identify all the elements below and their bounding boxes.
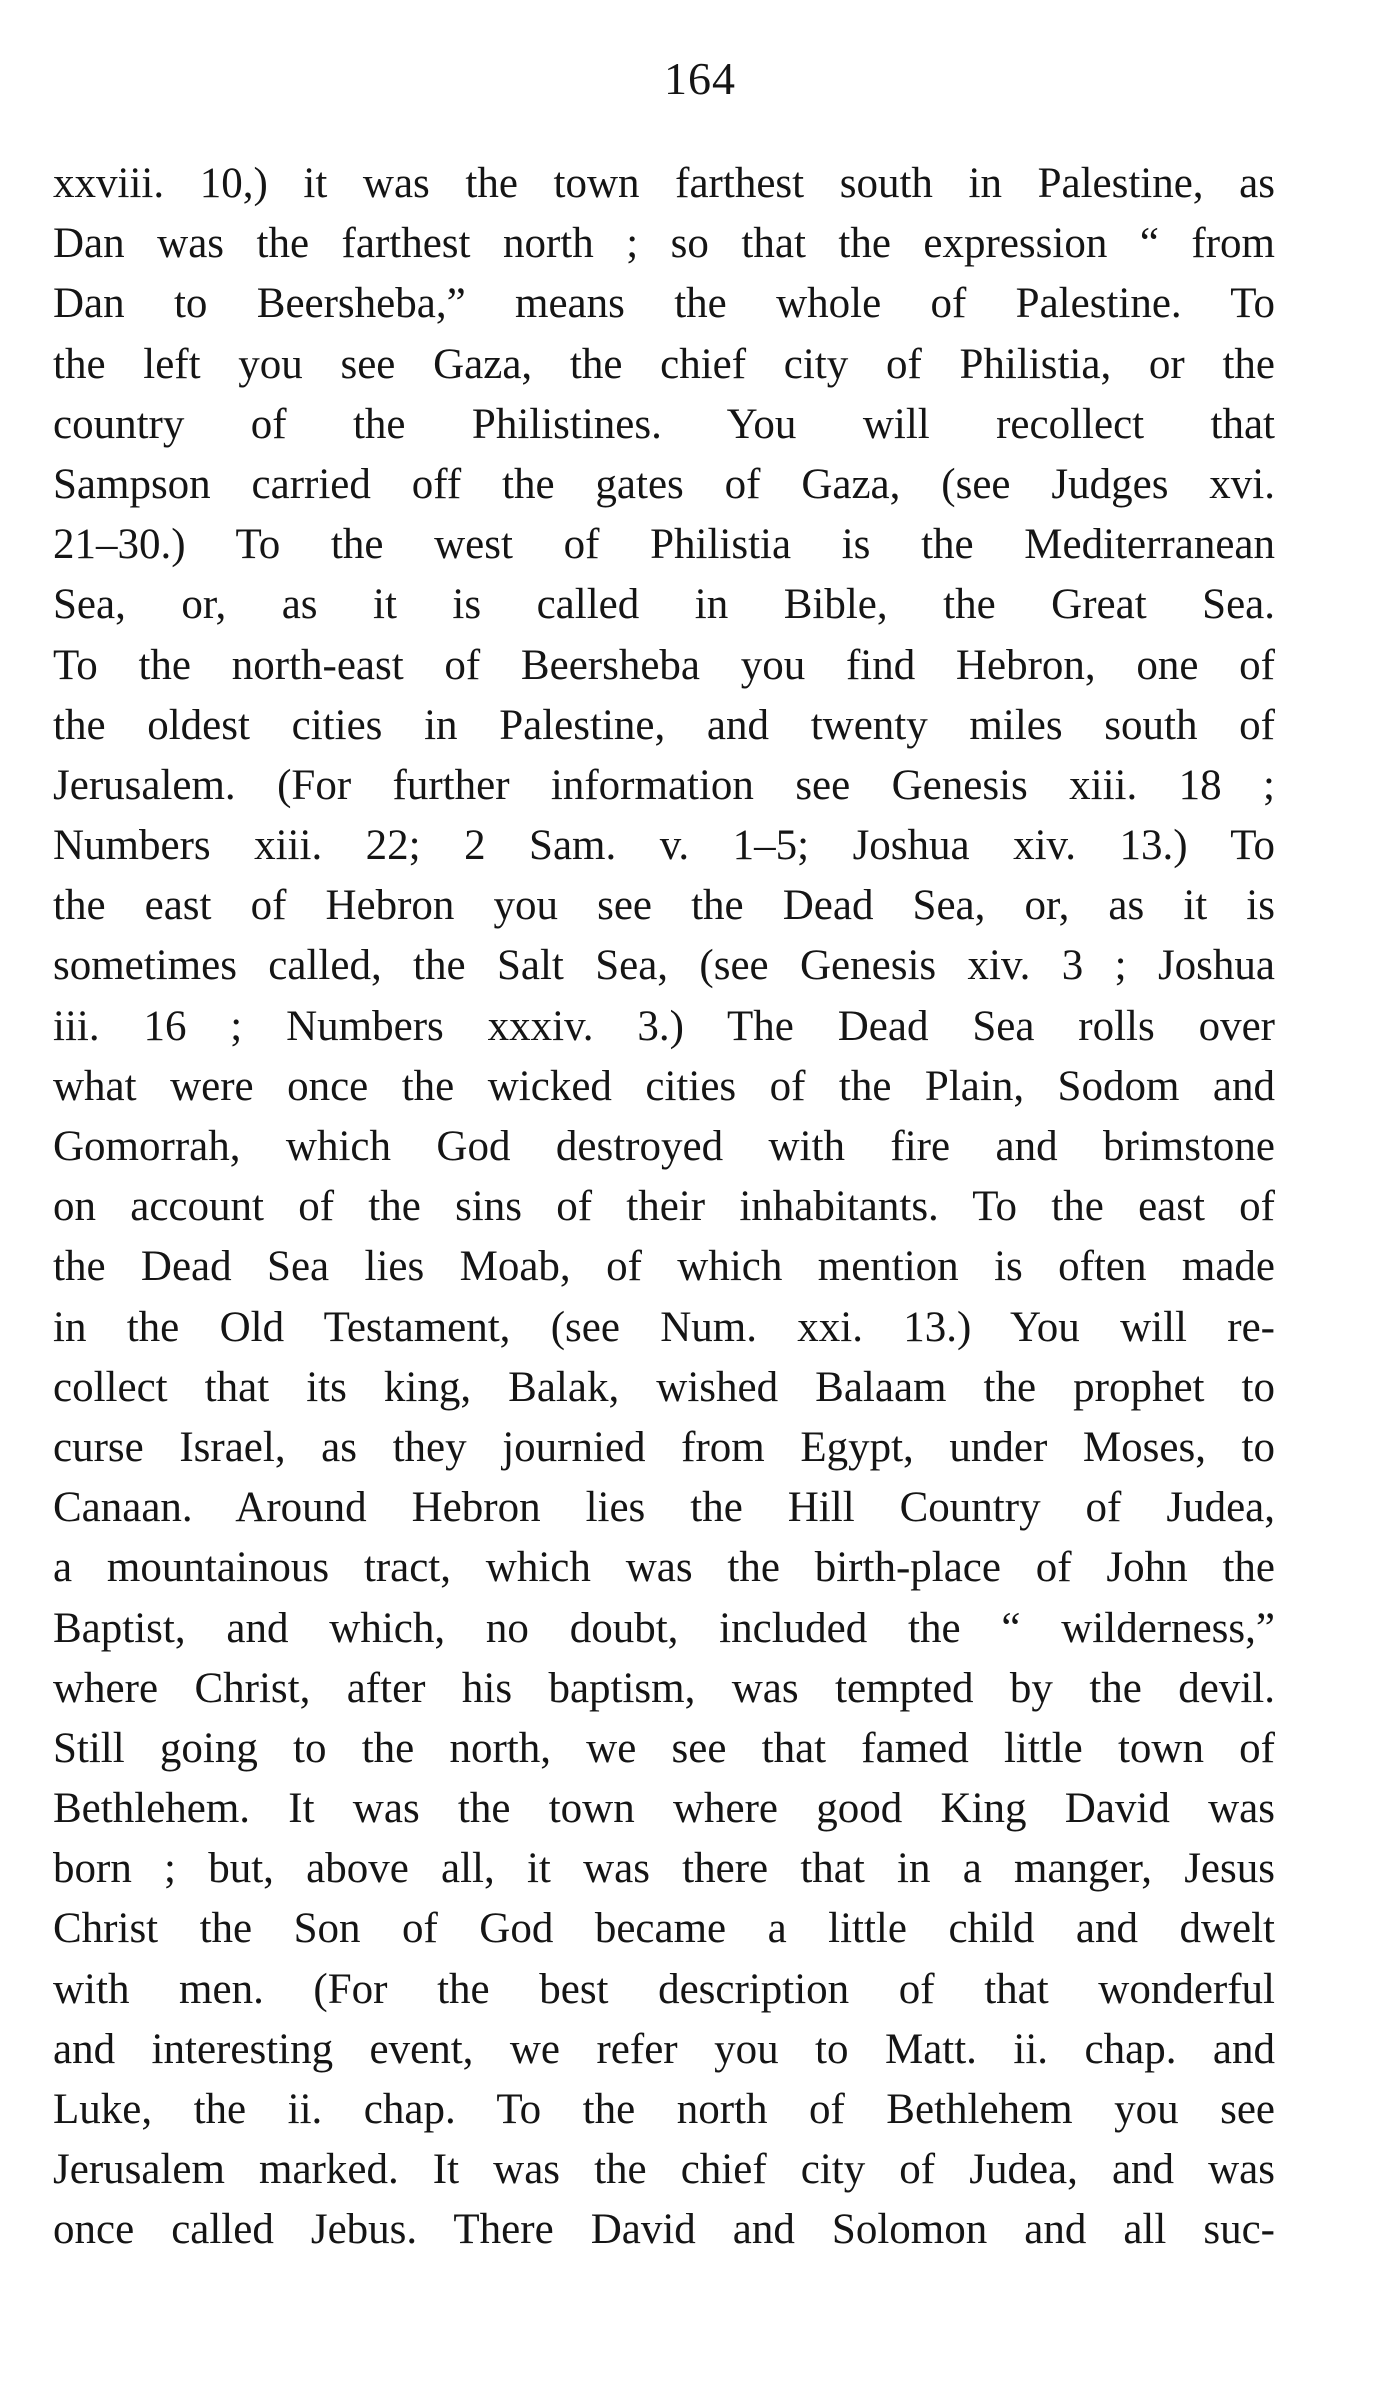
text-line: Bethlehem. It was the town where good King David was [53,1785,1275,1833]
text-line: Dan was the farthest north ; so that the expression “ from [53,220,1275,268]
text-line: Gomorrah, which God destroyed with fire and brimstone [53,1123,1275,1170]
text-line: with men. (For the best description of that wonderful [53,1965,1275,2013]
text-line: Baptist, and which, no doubt, included the “ wilderness,” [53,1604,1275,1652]
text-line: where Christ, after his baptism, was tempted by the devil. [53,1664,1275,1712]
text-line: Sea, or, as it is called in Bible, the Great Sea. [53,581,1275,629]
text-line: the left you see Gaza, the chief city of Philistia, or the [53,340,1275,388]
text-line: Canaan. Around Hebron lies the Hill Country of Judea, [53,1484,1275,1532]
text-line: country of the Philistines. You will recollect that [53,400,1275,448]
body-text [53,154,1275,2261]
text-line: Jerusalem marked. It was the chief city of Judea, and was [53,2146,1275,2194]
text-line: xxviii. 10,) it was the town farthest south in Palestine, as [53,160,1275,207]
text-line: the oldest cities in Palestine, and twenty miles south of [53,701,1275,749]
text-line: and interesting event, we refer you to Matt. ii. chap. and [53,2025,1275,2073]
text-line: once called Jebus. There David and Solomon and all suc- [53,2206,1275,2254]
text-line: Sampson carried off the gates of Gaza, (see Judges xvi. [53,460,1275,508]
page-number: 164 [664,53,736,104]
text-line: sometimes called, the Salt Sea, (see Genesis xiv. 3 ; Joshua [53,942,1275,990]
text-line: the Dead Sea lies Moab, of which mention is often made [53,1243,1275,1291]
text-line: Christ the Son of God became a little child and dwelt [53,1905,1275,1953]
text-line: Luke, the ii. chap. To the north of Bethlehem you see [53,2086,1275,2133]
text-line: To the north-east of Beersheba you find Hebron, one of [53,641,1275,689]
text-line: collect that its king, Balak, wished Balaam the prophet to [53,1363,1275,1411]
text-line: Numbers xiii. 22; 2 Sam. v. 1–5; Joshua xiv. 13.) To [53,822,1275,870]
text-line: iii. 16 ; Numbers xxxiv. 3.) The Dead Sea rolls over [53,1002,1275,1050]
text-line: Dan to Beersheba,” means the whole of Palestine. To [53,280,1275,328]
text-line: born ; but, above all, it was there that in a manger, Jesus [53,1845,1275,1893]
text-line: on account of the sins of their inhabitants. To the east of [53,1183,1275,1231]
text-line: a mountainous tract, which was the birth-place of John the [53,1544,1275,1592]
text-line: Still going to the north, we see that famed little town of [53,1724,1275,1772]
text-line: Jerusalem. (For further information see Genesis xiii. 18 ; [53,761,1275,809]
text-line: in the Old Testament, (see Num. xxi. 13.) You will re- [53,1303,1275,1351]
text-line: curse Israel, as they journied from Egypt, under Moses, to [53,1423,1275,1471]
text-line: 21–30.) To the west of Philistia is the Mediterranean [53,521,1275,569]
text-line: the east of Hebron you see the Dead Sea, or, as it is [53,882,1275,930]
text-line: what were once the wicked cities of the Plain, Sodom and [53,1062,1275,1110]
